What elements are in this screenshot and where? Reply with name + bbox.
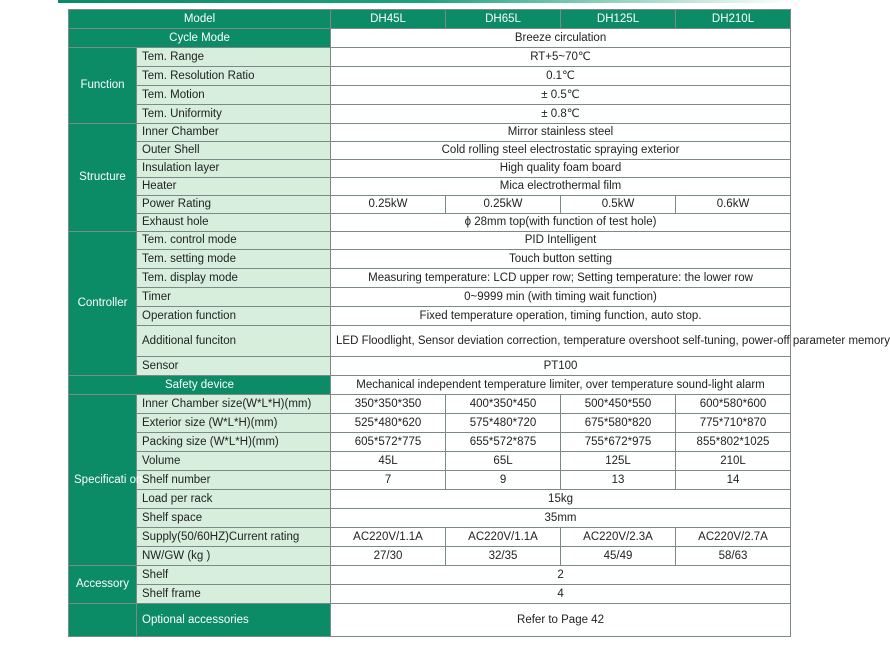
row-label: Power Rating bbox=[137, 196, 331, 214]
row-value: 755*672*975 bbox=[561, 433, 676, 452]
specification-group-label: Specificati on bbox=[69, 395, 137, 566]
cycle-mode-label: Cycle Mode bbox=[69, 29, 331, 48]
row-value: 32/35 bbox=[446, 547, 561, 566]
row-label: Sensor bbox=[137, 357, 331, 376]
row-label: Tem. Range bbox=[137, 48, 331, 67]
table-row bbox=[69, 433, 791, 452]
row-label: Operation function bbox=[137, 307, 331, 326]
row-value: 350*350*350 bbox=[331, 395, 446, 414]
row-value: 58/63 bbox=[676, 547, 791, 566]
row-value: 4 bbox=[331, 585, 791, 604]
row-label: Shelf space bbox=[137, 509, 331, 528]
row-value: 400*350*450 bbox=[446, 395, 561, 414]
row-value: 125L bbox=[561, 452, 676, 471]
model-dh210l: DH210L bbox=[676, 10, 791, 29]
model-dh45l: DH45L bbox=[331, 10, 446, 29]
row-value: 0.1℃ bbox=[331, 67, 791, 86]
header-row bbox=[69, 10, 791, 29]
table-row bbox=[69, 547, 791, 566]
row-value: AC220V/2.7A bbox=[676, 528, 791, 547]
row-label: Heater bbox=[137, 178, 331, 196]
row-value: 35mm bbox=[331, 509, 791, 528]
row-value: 0~9999 min (with timing wait function) bbox=[331, 288, 791, 307]
row-label: Tem. Motion bbox=[137, 86, 331, 105]
row-value: 27/30 bbox=[331, 547, 446, 566]
table-row bbox=[69, 395, 791, 414]
row-value: PID Intelligent bbox=[331, 232, 791, 250]
table-row bbox=[69, 214, 791, 232]
row-value: Touch button setting bbox=[331, 250, 791, 269]
table-row bbox=[69, 142, 791, 160]
table-row bbox=[69, 250, 791, 269]
row-value: 14 bbox=[676, 471, 791, 490]
table-row bbox=[69, 105, 791, 124]
row-value: AC220V/1.1A bbox=[446, 528, 561, 547]
row-value: AC220V/2.3A bbox=[561, 528, 676, 547]
row-value: ± 0.8℃ bbox=[331, 105, 791, 124]
row-value: Measuring temperature: LCD upper row; Setting temperature: the lower row bbox=[331, 269, 791, 288]
table-row bbox=[69, 509, 791, 528]
table-row bbox=[69, 414, 791, 433]
table-row bbox=[69, 326, 791, 357]
table-row bbox=[69, 196, 791, 214]
row-label: Exhaust hole bbox=[137, 214, 331, 232]
row-label: Additional funciton bbox=[137, 326, 331, 357]
row-value: 0.25kW bbox=[446, 196, 561, 214]
row-value: Fixed temperature operation, timing function, auto stop. bbox=[331, 307, 791, 326]
row-label: Shelf bbox=[137, 566, 331, 585]
table-row bbox=[69, 357, 791, 376]
row-value: ϕ 28mm top(with function of test hole) bbox=[331, 214, 791, 232]
table-row bbox=[69, 86, 791, 105]
row-value: 575*480*720 bbox=[446, 414, 561, 433]
row-label: Shelf number bbox=[137, 471, 331, 490]
optional-group-spacer bbox=[69, 604, 137, 637]
row-value: 855*802*1025 bbox=[676, 433, 791, 452]
row-value: 45L bbox=[331, 452, 446, 471]
table-row bbox=[69, 67, 791, 86]
safety-value: Mechanical independent temperature limiter, over temperature sound-light alarm bbox=[331, 376, 791, 395]
structure-group-label: Structure bbox=[69, 124, 137, 232]
table-row bbox=[69, 528, 791, 547]
row-value: 210L bbox=[676, 452, 791, 471]
row-label: Timer bbox=[137, 288, 331, 307]
row-value: 2 bbox=[331, 566, 791, 585]
model-header: Model bbox=[69, 10, 331, 29]
row-value: Cold rolling steel electrostatic spraying exterior bbox=[331, 142, 791, 160]
row-label: Inner Chamber bbox=[137, 124, 331, 142]
table-row bbox=[69, 452, 791, 471]
table-row bbox=[69, 566, 791, 585]
row-label: Load per rack bbox=[137, 490, 331, 509]
row-value: 0.25kW bbox=[331, 196, 446, 214]
table-row bbox=[69, 124, 791, 142]
table-row bbox=[69, 48, 791, 67]
table-row bbox=[69, 490, 791, 509]
safety-row bbox=[69, 376, 791, 395]
row-label: NW/GW (kg ) bbox=[137, 547, 331, 566]
row-value: 605*572*775 bbox=[331, 433, 446, 452]
row-value: 13 bbox=[561, 471, 676, 490]
row-label: Insulation layer bbox=[137, 160, 331, 178]
top-accent-bar bbox=[58, 0, 790, 3]
row-label: Tem. control mode bbox=[137, 232, 331, 250]
row-value: 15kg bbox=[331, 490, 791, 509]
row-value: High quality foam board bbox=[331, 160, 791, 178]
row-label: Outer Shell bbox=[137, 142, 331, 160]
row-label: Tem. Uniformity bbox=[137, 105, 331, 124]
model-dh125l: DH125L bbox=[561, 10, 676, 29]
row-label: Packing size (W*L*H)(mm) bbox=[137, 433, 331, 452]
optional-label: Optional accessories bbox=[137, 604, 331, 637]
row-value: 675*580*820 bbox=[561, 414, 676, 433]
row-value: 525*480*620 bbox=[331, 414, 446, 433]
table-row bbox=[69, 232, 791, 250]
row-label: Supply(50/60HZ)Current rating bbox=[137, 528, 331, 547]
row-value: 775*710*870 bbox=[676, 414, 791, 433]
table-row bbox=[69, 160, 791, 178]
row-value: 0.5kW bbox=[561, 196, 676, 214]
table-row bbox=[69, 178, 791, 196]
row-value: Mica electrothermal film bbox=[331, 178, 791, 196]
spec-table bbox=[68, 9, 890, 637]
row-value: 600*580*600 bbox=[676, 395, 791, 414]
row-value: 45/49 bbox=[561, 547, 676, 566]
optional-row bbox=[69, 604, 791, 637]
controller-group-label: Controller bbox=[69, 232, 137, 376]
row-value: PT100 bbox=[331, 357, 791, 376]
row-value: Mirror stainless steel bbox=[331, 124, 791, 142]
row-value: 65L bbox=[446, 452, 561, 471]
table-row bbox=[69, 471, 791, 490]
table-row bbox=[69, 288, 791, 307]
row-label: Tem. setting mode bbox=[137, 250, 331, 269]
row-value: 0.6kW bbox=[676, 196, 791, 214]
cycle-mode-value: Breeze circulation bbox=[331, 29, 791, 48]
row-value: 9 bbox=[446, 471, 561, 490]
row-value: RT+5~70℃ bbox=[331, 48, 791, 67]
accessory-group-label: Accessory bbox=[69, 566, 137, 604]
safety-label: Safety device bbox=[69, 376, 331, 395]
table-row bbox=[69, 307, 791, 326]
row-label: Tem. Resolution Ratio bbox=[137, 67, 331, 86]
table-row bbox=[69, 269, 791, 288]
row-label: Tem. display mode bbox=[137, 269, 331, 288]
row-value: 7 bbox=[331, 471, 446, 490]
cycle-mode-row bbox=[69, 29, 791, 48]
row-label: Shelf frame bbox=[137, 585, 331, 604]
row-label: Exterior size (W*L*H)(mm) bbox=[137, 414, 331, 433]
row-value: 500*450*550 bbox=[561, 395, 676, 414]
model-dh65l: DH65L bbox=[446, 10, 561, 29]
row-value: ± 0.5℃ bbox=[331, 86, 791, 105]
table-row bbox=[69, 585, 791, 604]
row-value: LED Floodlight, Sensor deviation correction, temperature overshoot self-tuning, power-off parameter memory bbox=[331, 326, 791, 357]
function-group-label: Function bbox=[69, 48, 137, 124]
optional-value: Refer to Page 42 bbox=[331, 604, 791, 637]
row-label: Volume bbox=[137, 452, 331, 471]
row-value: 655*572*875 bbox=[446, 433, 561, 452]
row-value: AC220V/1.1A bbox=[331, 528, 446, 547]
row-label: Inner Chamber size(W*L*H)(mm) bbox=[137, 395, 331, 414]
